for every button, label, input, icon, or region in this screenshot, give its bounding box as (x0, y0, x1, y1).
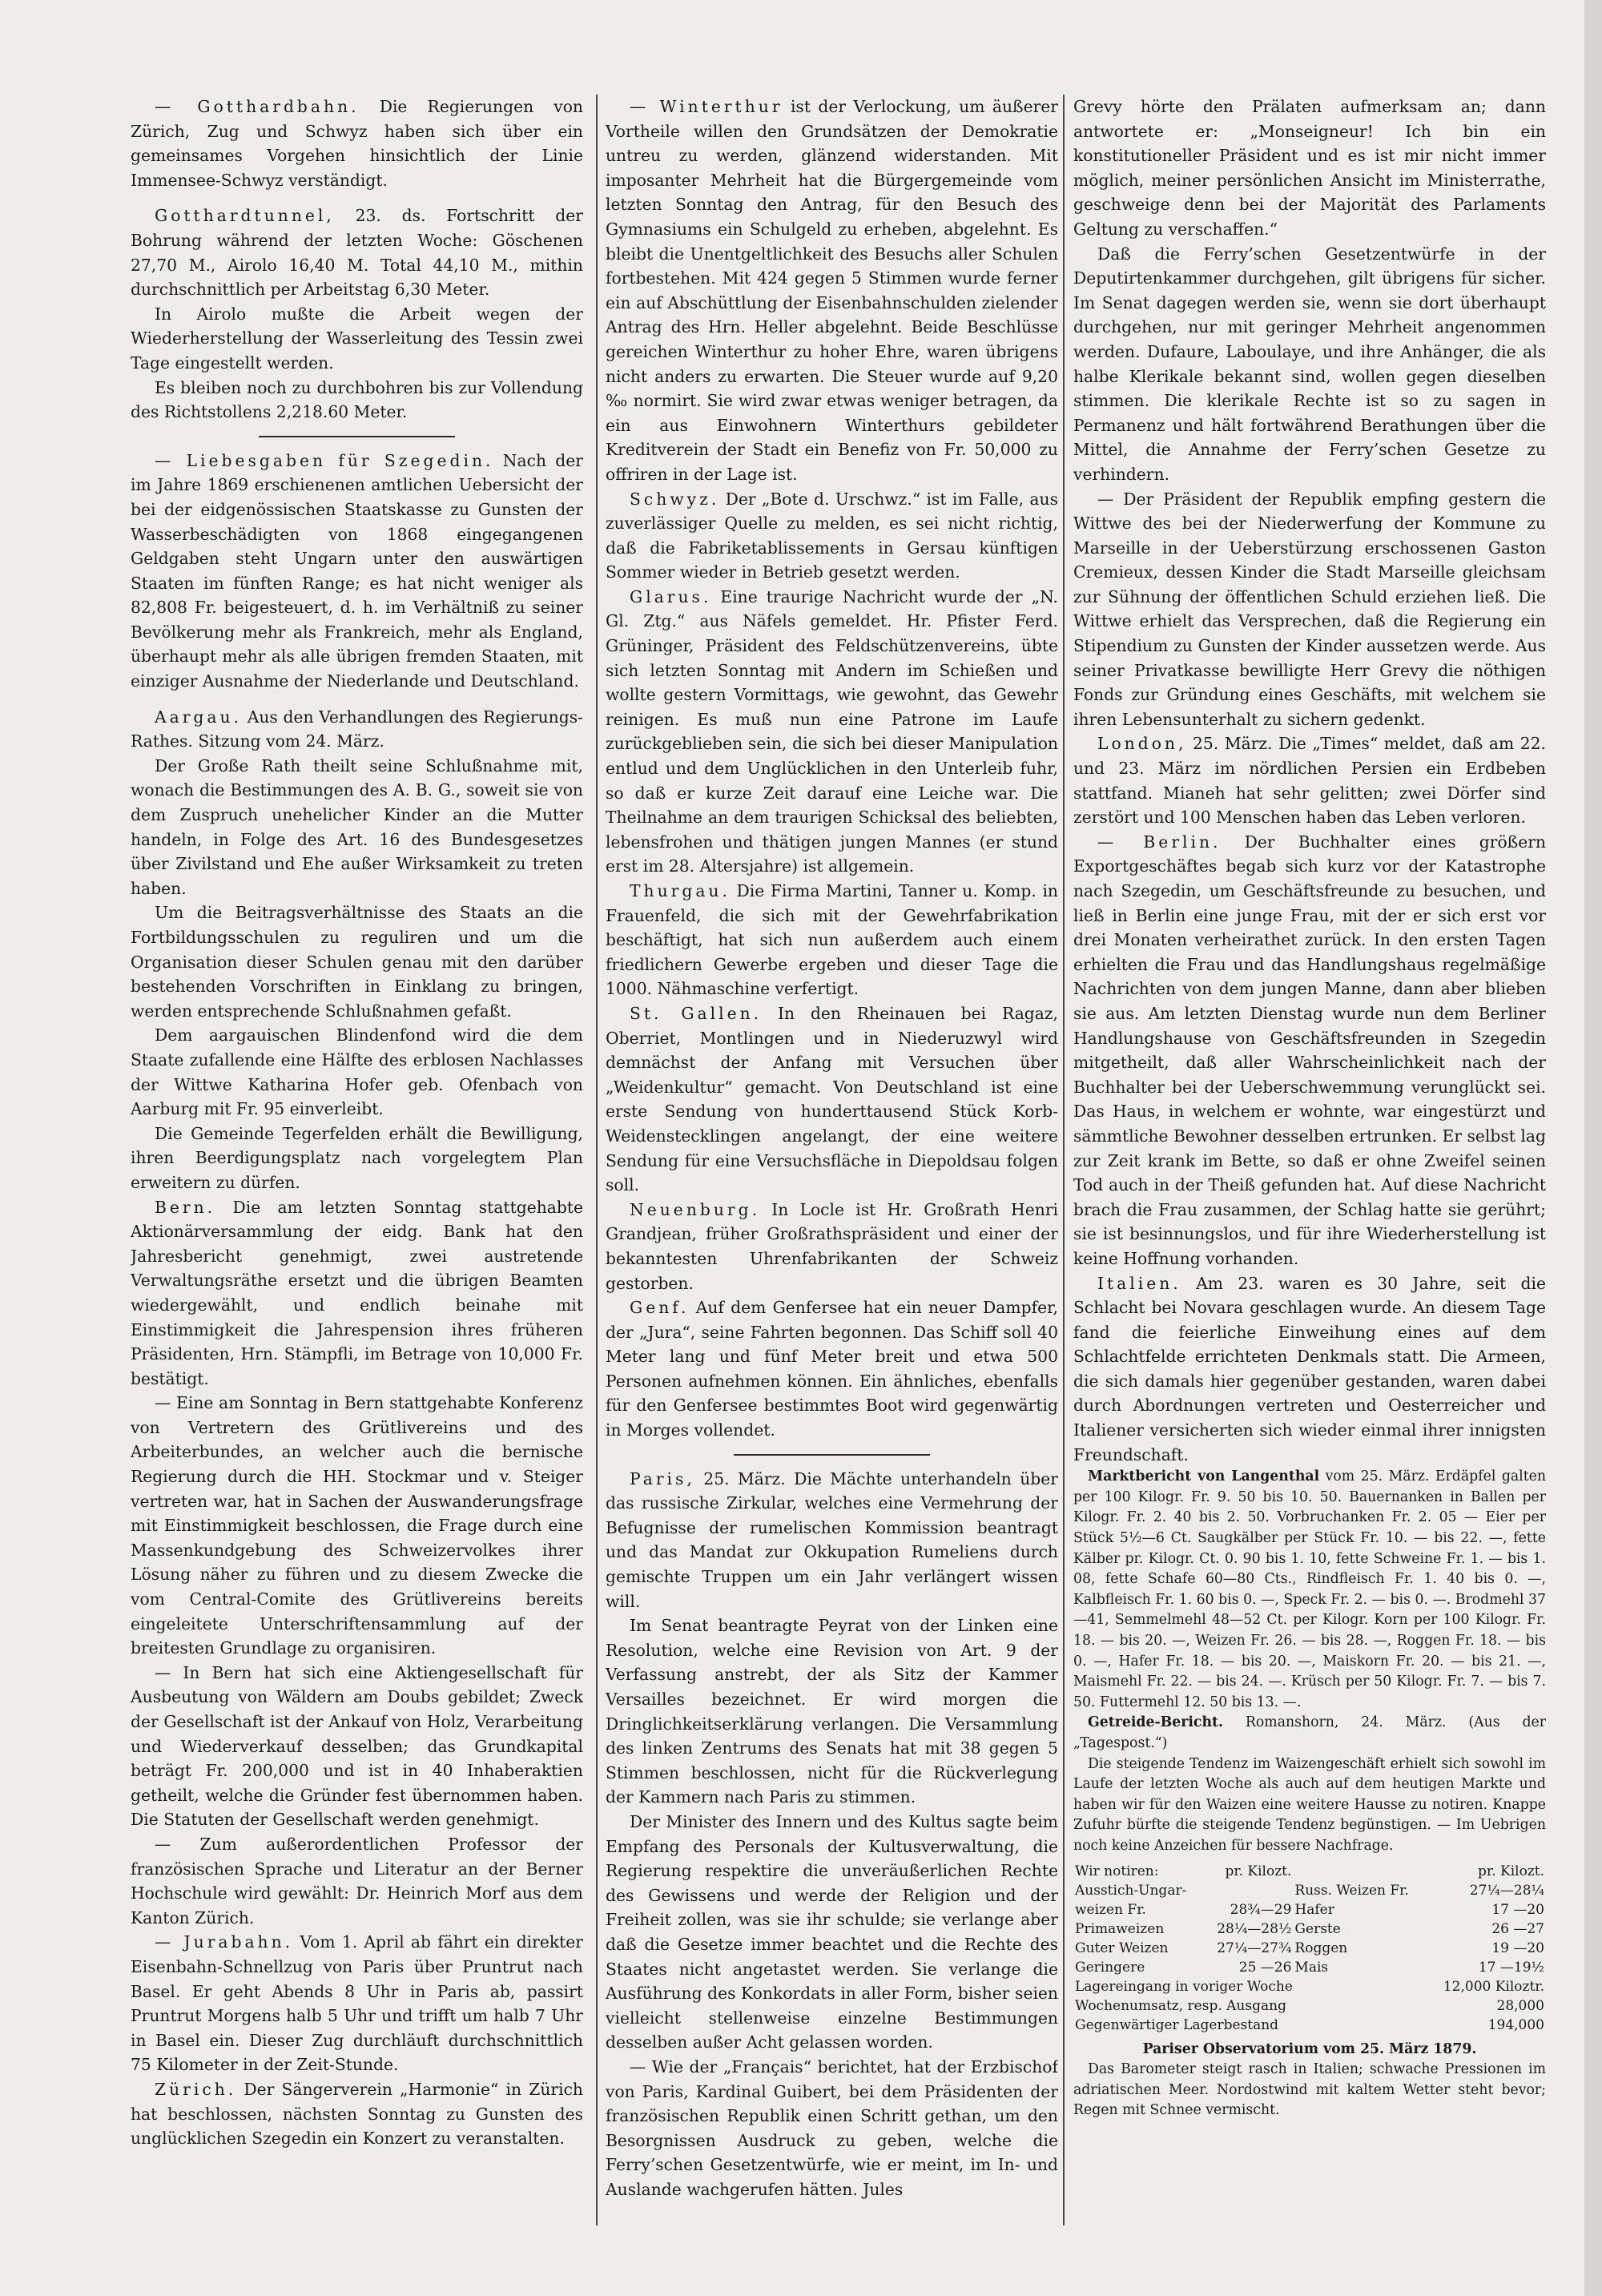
stock-row: Lagereingang in voriger Woche 12,000 Kiloztr. (1075, 1978, 1544, 1995)
observatory-heading: Pariser Observatorium vom 25. März 1879. (1142, 2040, 1477, 2057)
column-2 (606, 95, 1058, 2226)
paragraph-professor: — Zum außerordentlichen Professor der französischen Sprache und Literatur an der Berner Hochschule wird gewählt: Dr. Heinrich Morf aus dem Kanton Zürich. (131, 1834, 583, 1927)
paragraph-beitrag: Um die Beitragsverhältnisse des Staats an die Fortbildungsschulen zu reguliren und um die Organisation dieser Schulen genau mit den darüber bestehenden Vorschriften in Einklang zu bringen, werden entsprechende Schlußnahmen gefaßt. (131, 903, 583, 1021)
article-berlin: — Berlin. Der Buchhalter eines größern Exportgeschäftes begab sich kurz vor der Katastrophe nach Szegedin, um Geschäftsfreunde zu besuchen, und ließ in Berlin eine junge Frau, mit der er sich erst vor drei Monaten verheirathet zurück. In den ersten Tagen erhielten die Frau und das Handlungshaus regelmäßige Nachrichten von dem jungen Manne, dann aber blieben sie aus. Am letzten Dienstag wurde nun dem Berliner Handlungshause von Geschäftsfreunden in Szegedin mitgetheilt, daß aller Wahrscheinlichkeit nach der Buchhalter bei der Ueberschwemmung verunglückt sei. Das Haus, in welchem er wohnte, war eingestürzt und sämmtliche Bewohner desselben ertrunken. Er selbst lag zur Zeit krank im Bette, so daß er ohne Zweifel seinen Tod auch in der Theiß gefunden hat. Auf diese Nachricht brach die Frau zusammen, der Schlag hatte sie gerührt; sie ist besinnungslos, und für ihre Wiederherstellung ist keine Hoffnung vorhanden. (1073, 832, 1546, 1268)
table-row: weizen Fr. 28¾—29 Hafer 17 —20 (1075, 1901, 1544, 1918)
column-1 (131, 95, 583, 2226)
grain-report-body: Die steigende Tendenz im Waizengeschäft erhielt sich sowohl im Laufe der letzten Woche als auch auf dem heutigen Markte und haben wir für den Waizen eine weitere Hausse zu notiren. Knappe Zufuhr bürfte die steigende Tendenz begünstigen. — Im Uebrigen noch keine Anzeichen für bessere Nachfrage. (1073, 1755, 1546, 1854)
article-zuerich: Zürich. Der Sängerverein „Harmonie“ in Zürich hat beschlossen, nächsten Sonntag zu Gunsten des unglücklichen Szegedin ein Konzert zu veranstalten. (131, 2079, 583, 2149)
stock-row: Wochenumsatz, resp. Ausgang 28,000 (1075, 1997, 1544, 2014)
article-italien: Italien. Am 23. waren es 30 Jahre, seit die Schlacht bei Novara geschlagen wurde. An diesem Tage fand die feierliche Einweihung eines auf dem Schlachtfelde errichteten Denkmals statt. Die Armeen, die sich damals hier gegenüber gestanden, waren dabei durch Abordnungen vertreten und Oesterreicher und Italiener versicherten sich wieder einmal ihrer innigsten Freundschaft. (1073, 1273, 1546, 1464)
column-rule-1 (596, 95, 598, 2226)
article-winterthur: — Winterthur ist der Verlockung, um äußerer Vortheile willen den Grundsätzen der Demokratie untreu zu werden, glänzend widerstanden. Mit imposanter Mehrheit hat die Bürgergemeinde vom letzten Sonntag den Antrag, für den Besuch des Gymnasiums ein Schulgeld zu erheben, abgelehnt. Es bleibt die Unentgeltlichkeit des Besuchs aller Schulen fortbestehen. Mit 424 gegen 5 Stimmen wurde ferner ein auf Abschüttlung der Eisenbahnschulden zielender Antrag des Hrn. Heller abgelehnt. Beide Beschlüsse gereichen Winterthur zu hoher Ehre, waren übrigens nicht anders zu erwarten. Die Steuer wurde auf 9,20 ‰ normirt. Sie wird zwar etwas weniger betragen, da ein aus Einwohnern Winterthurs gebildeter Kreditverein der Stadt ein Benefiz von Fr. 50,000 zu offriren in der Lage ist. (606, 97, 1058, 484)
separator (259, 436, 455, 437)
table-header: pr. Kilozt. (1478, 1863, 1544, 1879)
paragraph-konferenz: — Eine am Sonntag in Bern stattgehabte Konferenz von Vertretern des Grütlivereins und des Arbeiterbundes, an welcher auch die bernische Regierung durch die HH. Stockmar und v. Steiger vertreten war, hat in Sachen der Auswanderungsfrage mit Einstimmigkeit beschlossen, die Frage durch eine Massenkundgebung des Schweizervolkes ihrer Lösung näher zu führen und zu diesem Zwecke die vom Central-Comite des Grütlivereins bereits eingeleitete Unterschriftensammlung auf der breitesten Grundlage zu organisiren. (131, 1393, 583, 1658)
article-glarus: Glarus. Eine traurige Nachricht wurde der „N. Gl. Ztg.“ aus Näfels gemeldet. Hr. Pfister Ferd. Grüninger, Präsident des Feldschützenvereins, übte sich letzten Sonntag mit Andern im Schießen und wollte gestern Vormittags, wie gewohnt, das Gewehr reinigen. Es muß nun eine Patrone im Laufe zurückgeblieben sein, die sich bei dieser Manipulation entlud und dem Unglücklichen in den Unterleib fuhr, so daß er kurze Zeit darauf eine Leiche war. Die Theilnahme an dem traurigen Schicksal des beliebten, lebensfrohen und thätigen jungen Mannes (er stund erst im 28. Altersjahre) ist allgemein. (606, 586, 1058, 876)
paragraph-aktiengesellschaft: — In Bern hat sich eine Aktiengesellschaft für Ausbeutung von Wäldern am Doubs gebildet; Zweck der Gesellschaft ist der Ankauf von Holz, Verarbeitung und Wiederverkauf desselben; das Grundkapital beträgt Fr. 200,000 und ist in 40 Inhaberaktien getheilt, welche die Gründer fest übernommen haben. Die Statuten der Gesellschaft werden genehmigt. (131, 1662, 583, 1830)
paragraph-tegerfelden: Die Gemeinde Tegerfelden erhält die Bewilligung, ihren Beerdigungsplatz nach vorgelegtem Plan erweitern zu dürfen. (131, 1123, 583, 1192)
table-header: pr. Kilozt. (1225, 1863, 1292, 1879)
market-report-langenthal: Marktbericht von Langenthal vom 25. März. Erdäpfel galten per 100 Kilogr. Fr. 9. 50 bis 10. 50. Bauernanken in Ballen per Kilogr. Fr. 2. 40 bis 2. 50. Vorbruchanken Fr. 2. 05 — Eier per Stück 5½—6 Ct. Saugkälber per Stück Fr. 10. — bis 22. —, fette Kälber pr. Kilogr. Ct. 0. 90 bis 1. 10, fette Schweine Fr. 1. — bis 1. 08, fette Schafe 60—80 Cts., Rindfleisch Fr. 1. 40 bis 0. —, Kalbfleisch Fr. 1. 60 bis 0. —, Speck Fr. 2. — bis 0. —. Brodmehl 37—41, Semmelmehl 48—52 Ct. per Kilogr. Korn per 100 Kilogr. Fr. 18. — bis 20. —, Weizen Fr. 26. — bis 28. —, Roggen Fr. 18. — bis 0. —, Hafer Fr. 18. — bis 20. —, Maiskorn Fr. 20. — bis 21. —, Maismehl Fr. 22. — bis 24. —. Krüsch per 50 Kilogr. Fr. 7. — bis 7. 50. Futtermehl 12. 50 bis 13. —. (1073, 1468, 1546, 1710)
article-genf: Genf. Auf dem Genfersee hat ein neuer Dampfer, der „Jura“, seine Fahrten begonnen. Das Schiff soll 40 Meter lang und fünf Meter breit und etwa 500 Personen aufnehmen können. Ein ähnliches, ebenfalls für den Genfersee bestimmtes Boot wird gegenwärtig in Morges vollendet. (606, 1298, 1058, 1440)
paragraph-praesident: — Der Präsident der Republik empfing gestern die Wittwe des bei der Niederwerfung der Kommune zu Marseille in der Ueberstürzung erschossenen Gaston Cremieux, dessen Kinder die Stadt Marseille gleichsam zur Sühnung der öffentlichen Schuld erziehen ließ. Die Wittwe erhielt das Versprechen, daß die Regierung ein Stipendium zu Gunsten der Kinder aussetzen werde. Aus seiner Privatkasse bewilligte Herr Grevy die nöthigen Fonds zur Gründung eines Geschäfts, mit welchem sie ihren Lebensunterhalt zu sichern gedenkt. (1073, 489, 1546, 729)
article-paris: Paris, 25. März. Die Mächte unterhandeln über das russische Zirkular, welches eine Vermehrung der Befugnisse der rumelischen Kommission beantragt und das Mandat zur Okkupation Rumeliens durch gemischte Truppen um ein Jahr verlängert wissen will. (606, 1468, 1058, 1611)
observatory-report: Das Barometer steigt rasch in Italien; schwache Pressionen im adriatischen Meer. Nordostwind mit kaltem Wetter steht bevor; Regen mit Schnee vermischt. (1073, 2061, 1546, 2119)
paragraph-francais: — Wie der „Français“ berichtet, hat der Erzbischof von Paris, Kardinal Guibert, bei dem Präsidenten der französischen Republik einen Schritt gethan, um den Besorgnissen Ausdruck zu geben, welche die Ferry’schen Gesetzentwürfe, wie er meint, im In- und Auslande wachgerufen hätten. Jules (606, 2056, 1058, 2199)
grain-report: Getreide-Bericht. Romanshorn, 24. März. (Aus der „Tagespost.“) (1073, 1714, 1546, 1751)
article-gotthardbahn: — Gotthardbahn. Die Regierungen von Zürich, Zug und Schwyz haben sich über ein gemeinsames Vorgehen hinsichtlich der Linie Immensee-Schwyz verständigt. (131, 97, 583, 190)
article-thurgau: Thurgau. Die Firma Martini, Tanner u. Komp. in Frauenfeld, die sich mit der Gewehrfabrikation beschäftigt, hat sich nun außerdem auch einem friedlichern Gewerbe ergeben und dieser Tage die 1000. Nähmaschine verfertigt. (606, 881, 1058, 999)
paragraph-senat: Im Senat beantragte Peyrat von der Linken eine Resolution, welche eine Revision von Art. 9 der Verfassung anstrebt, der als Sitz der Kammer Versailles bezeichnet. Er wird morgen die Dringlichkeitserklärung verlangen. Die Versammlung des linken Zentrums des Senats hat mit 38 gegen 5 Stimmen beschlossen, nicht für die Rückverlegung der Kammern nach Paris zu stimmen. (606, 1616, 1058, 1807)
article-gotthardtunnel: Gotthardtunnel, 23. ds. Fortschritt der Bohrung während der letzten Woche: Göschenen 27,70 M., Airolo 16,40 M. Total 44,10 M., mithin durchschnittlich per Arbeitstag 6,30 Meter. (131, 206, 583, 300)
article-london: London, 25. März. Die „Times“ meldet, daß am 22. und 23. März im nördlichen Persien ein Erdbeben stattfand. Mianeh hat sehr gelitten; zwei Dörfer sind zerstört und 100 Menschen haben das Leben verloren. (1073, 734, 1546, 828)
article-aargau: Aargau. Aus den Verhandlungen des Regierungs-Rathes. Sitzung vom 24. März. (131, 707, 583, 751)
article-neuenburg: Neuenburg. In Locle ist Hr. Großrath Henri Grandjean, früher Großrathspräsident und einer der bekanntesten Uhrenfabrikanten der Schweiz gestorben. (606, 1199, 1058, 1293)
grain-price-table (1073, 1862, 1546, 2035)
paragraph-ferry: Daß die Ferry’schen Gesetzentwürfe in der Deputirtenkammer durchgehen, gilt übrigens für sicher. Im Senat dagegen werden sie, wenn sie dort überhaupt durchgehen, nur mit geringer Mehrheit angenommen werden. Dufaure, Laboulaye, und ihre Anhänger, die als halbe Klerikale bekannt sind, wollen gegen dieselben stimmen. Die klerikale Rechte ist so zu sagen in Permanenz und hält fortwährend Berathungen über die Mittel, die Annahme der Ferry’schen Gesetze zu verhindern. (1073, 244, 1546, 484)
stock-row: Gegenwärtiger Lagerbestand 194,000 (1075, 2016, 1544, 2033)
paragraph-rath: Der Große Rath theilt seine Schlußnahme mit, wonach die Bestimmungen des A. B. G., soweit sie von dem Zuspruch unehelicher Kinder an die Mutter handeln, in Folge des Art. 16 des Bundesgesetzes über Zivilstand und Ehe außer Wirksamkeit zu treten haben. (131, 755, 583, 898)
paragraph-blindenfond: Dem aargauischen Blindenfond wird die dem Staate zufallende eine Hälfte des erblosen Nachlasses der Wittwe Katharina Hofer geb. Ofenbach von Aarburg mit Fr. 95 einverleibt. (131, 1025, 583, 1119)
article-schwyz: Schwyz. Der „Bote d. Urschwz.“ ist im Falle, aus zuverlässiger Quelle zu melden, es sei nicht richtig, daß die Fabriketablissements in Gersau künftigen Sommer wieder in Betrieb gesetzt werden. (606, 489, 1058, 582)
article-liebesgaben: — Liebesgaben für Szegedin. Nach der im Jahre 1869 erschienenen amtlichen Uebersicht der bei der eidgenössischen Staatskasse zu Gunsten der Wasserbeschädigten von 1868 eingegangenen Geldgaben steht Ungarn unter den auswärtigen Staaten im fünften Range; es hat nicht weniger als 82,808 Fr. beigesteuert, d. h. im Verhältniß zu seiner Bevölkerung mehr als Frankreich, mehr als England, überhaupt mehr als alle übrigen fremden Staaten, mit einziger Ausnahme der Niederlande und Deutschland. (131, 450, 583, 691)
column-rule-2 (1063, 95, 1065, 2226)
article-jurabahn: — Jurabahn. Vom 1. April ab fährt ein direkter Eisenbahn-Schnellzug von Paris über Pruntrut nach Basel. Er geht Abends 8 Uhr in Paris ab, passirt Pruntrut Morgens halb 5 Uhr und trifft um halb 7 Uhr in Basel ein. Dieser Zug durchläuft durchschnittlich 75 Kilometer in der Zeit-Stunde. (131, 1932, 583, 2075)
page-edge (1584, 0, 1602, 2296)
article-bern: Bern. Die am letzten Sonntag stattgehabte Aktionärversammlung der eidg. Bank hat den Jahresbericht genehmigt, zwei austretende Verwaltungsräthe ersetzt und die übrigen Beamten wiedergewählt, und endlich beinahe mit Einstimmigkeit die Jahrespension ihres früheren Präsidenten, Hrn. Stämpfli, im Betrage von 10,000 Fr. bestätigt. (131, 1197, 583, 1388)
table-header (1293, 1862, 1427, 1881)
market-reports (1073, 1467, 1546, 2121)
paragraph-grevy: Grevy hörte den Prälaten aufmerksam an; dann antwortete er: „Monseigneur! Ich bin ein konstitutioneller Präsident und es ist mir nicht immer möglich, meiner persönlichen Ansicht im Ministerrathe, geschweige denn bei der Majorität des Parlaments Geltung zu verschaffen.“ (1073, 97, 1546, 239)
paragraph-remaining: Es bleiben noch zu durchbohren bis zur Vollendung des Richtstollens 2,218.60 Meter. (131, 377, 583, 422)
column-3 (1073, 95, 1546, 2226)
paragraph-minister: Der Minister des Innern und des Kultus sagte beim Empfang des Personals der Kultusverwaltung, die Regierung respektire die unveräußerlichen Rechte des Gewissens und werde der Religion und der Freiheit zollen, was sie ihr schulde; sie verlange aber daß die Gesetze immer beachtet und die Rechte des Staates nicht angetastet werden. Sie verlange die Ausführung des Konkordats in aller Form, bisher seien vielleicht stellenweise einzelne Bestimmungen desselben außer Acht gelassen worden. (606, 1811, 1058, 2052)
table-row: Primaweizen 28¼—28½ Gerste 26 —27 (1075, 1920, 1544, 1937)
table-header-row (1073, 1862, 1546, 1881)
paragraph-airolo: In Airolo mußte die Arbeit wegen der Wiederherstellung der Wasserleitung des Tessin zwei Tage eingestellt werden. (131, 304, 583, 373)
separator (734, 1454, 930, 1456)
table-row: Ausstich-Ungar- Russ. Weizen Fr. 27¼—28¼ (1075, 1882, 1544, 1899)
table-header: Wir notiren: (1075, 1863, 1159, 1879)
table-row: Guter Weizen 27¼—27¾ Roggen 19 —20 (1075, 1940, 1544, 1956)
table-row: Geringere 25 —26 Mais 17 —19½ (1075, 1959, 1544, 1976)
article-stgallen: St. Gallen. In den Rheinauen bei Ragaz, Oberriet, Montlingen und in Niederuzwyl wird demnächst der Anfang mit Versuchen über „Weidenkultur“ gemacht. Von Deutschland ist eine erste Sendung von hunderttausend Stück Korb-Weidenstecklingen angelangt, der eine weitere Sendung für eine Versuchsfläche in Diepoldsau folgen soll. (606, 1003, 1058, 1195)
